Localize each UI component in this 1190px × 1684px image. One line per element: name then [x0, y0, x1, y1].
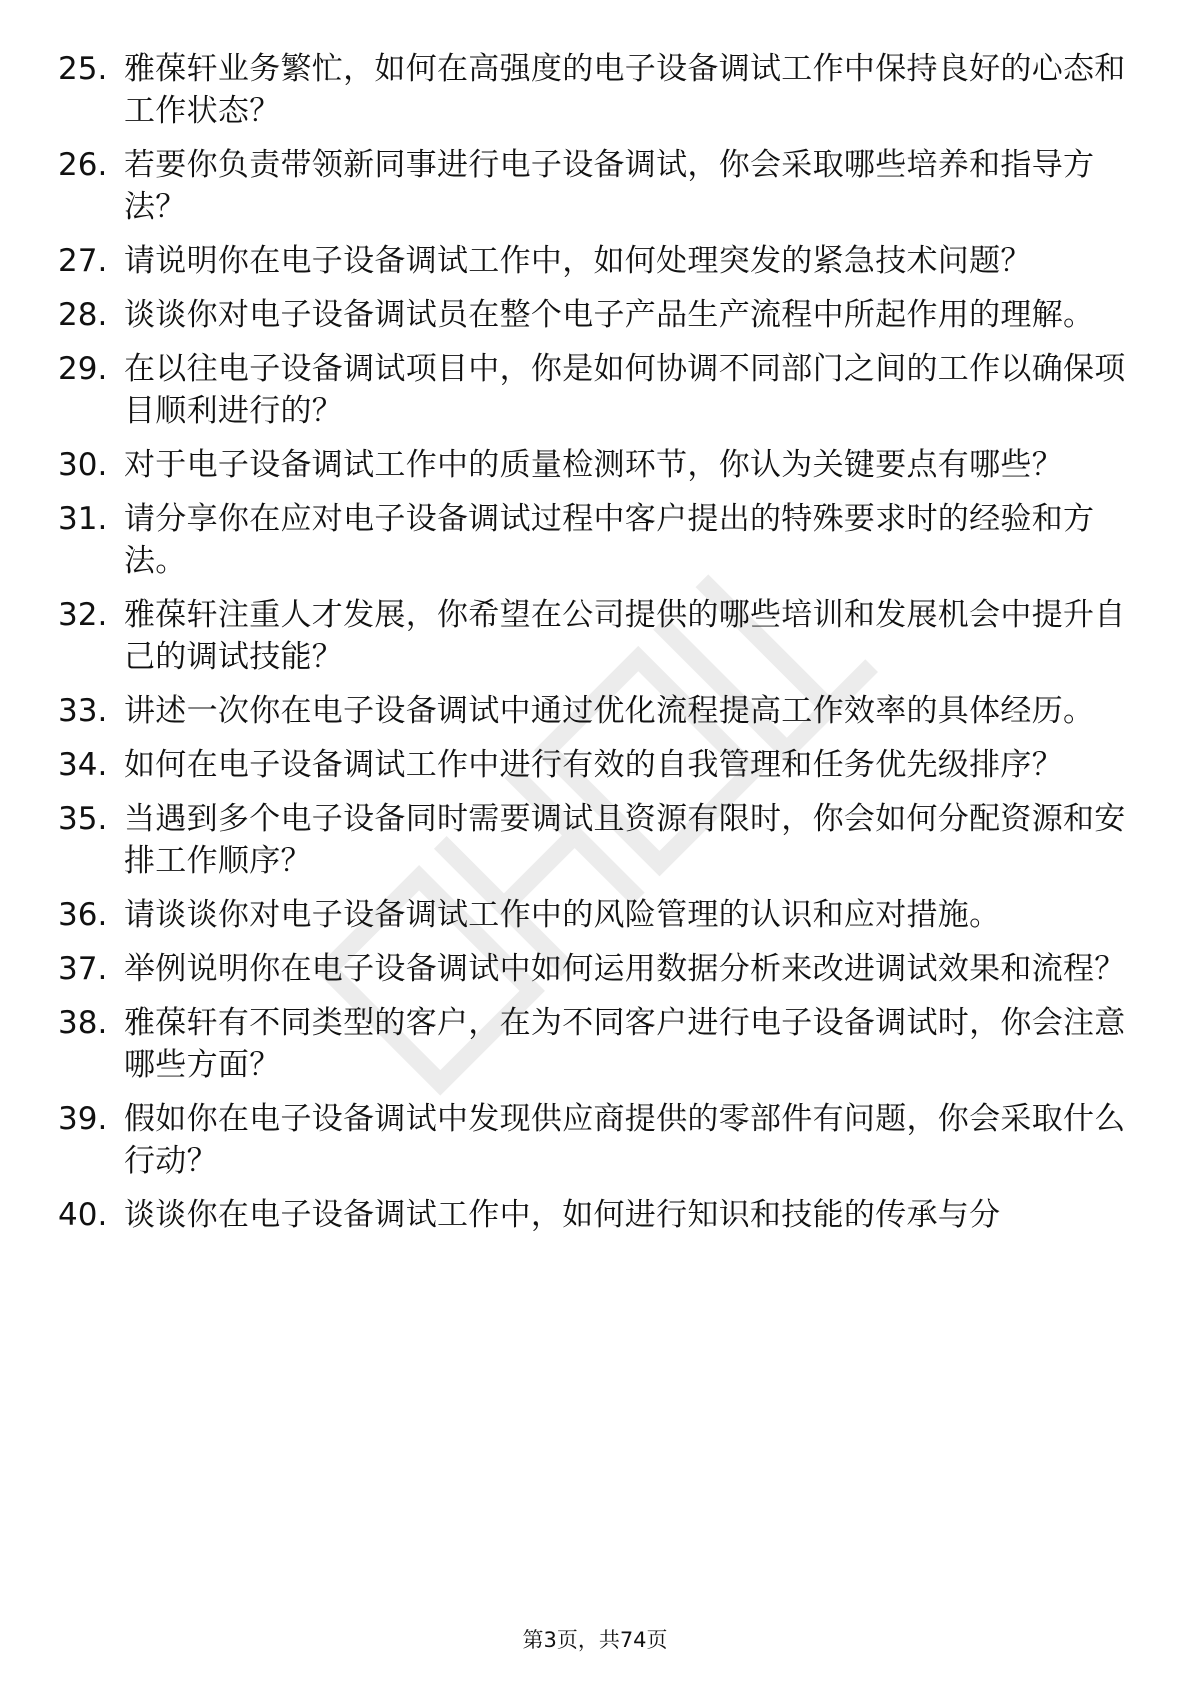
list-item — [58, 690, 1128, 732]
question-text: 在以往电子设备调试项目中，你是如何协调不同部门之间的工作以确保项目顺利进行的？ — [124, 351, 1126, 429]
question-number: 26. — [58, 147, 108, 183]
list-item — [58, 1098, 1128, 1182]
question-text: 当遇到多个电子设备同时需要调试且资源有限时，你会如何分配资源和安排工作顺序？ — [124, 801, 1126, 879]
question-number: 32. — [58, 597, 108, 633]
question-text: 谈谈你对电子设备调试员在整个电子产品生产流程中所起作用的理解。 — [124, 297, 1095, 333]
question-text: 若要你负责带领新同事进行电子设备调试，你会采取哪些培养和指导方法？ — [124, 147, 1095, 225]
question-number: 33. — [58, 693, 108, 729]
question-number: 27. — [58, 243, 108, 279]
list-item — [58, 144, 1128, 228]
list-item — [58, 294, 1128, 336]
question-text: 雅葆轩业务繁忙，如何在高强度的电子设备调试工作中保持良好的心态和工作状态？ — [124, 51, 1126, 129]
question-list — [58, 48, 1128, 1248]
question-number: 40. — [58, 1197, 108, 1233]
question-number: 31. — [58, 501, 108, 537]
list-item — [58, 1002, 1128, 1086]
page-number-label: 第3页，共74页 — [522, 1628, 668, 1652]
question-text: 假如你在电子设备调试中发现供应商提供的零部件有问题，你会采取什么行动？ — [124, 1101, 1126, 1179]
question-text: 如何在电子设备调试工作中进行有效的自我管理和任务优先级排序？ — [124, 747, 1063, 783]
question-text: 雅葆轩有不同类型的客户，在为不同客户进行电子设备调试时，你会注意哪些方面？ — [124, 1005, 1126, 1083]
question-number: 36. — [58, 897, 108, 933]
question-text: 谈谈你在电子设备调试工作中，如何进行知识和技能的传承与分 — [124, 1197, 1001, 1233]
list-item — [58, 498, 1128, 582]
list-item — [58, 240, 1128, 282]
question-number: 34. — [58, 747, 108, 783]
list-item — [58, 744, 1128, 786]
list-item — [58, 348, 1128, 432]
list-item — [58, 48, 1128, 132]
list-item — [58, 444, 1128, 486]
list-item — [58, 948, 1128, 990]
question-text: 雅葆轩注重人才发展，你希望在公司提供的哪些培训和发展机会中提升自己的调试技能？ — [124, 597, 1126, 675]
question-text: 举例说明你在电子设备调试中如何运用数据分析来改进调试效果和流程？ — [124, 951, 1126, 987]
question-text: 请说明你在电子设备调试工作中，如何处理突发的紧急技术问题？ — [124, 243, 1032, 279]
question-text: 对于电子设备调试工作中的质量检测环节，你认为关键要点有哪些？ — [124, 447, 1063, 483]
page-footer — [0, 1626, 1190, 1654]
question-number: 38. — [58, 1005, 108, 1041]
list-item — [58, 1194, 1128, 1236]
list-item — [58, 594, 1128, 678]
question-number: 35. — [58, 801, 108, 837]
question-number: 39. — [58, 1101, 108, 1137]
list-item — [58, 894, 1128, 936]
question-text: 请分享你在应对电子设备调试过程中客户提出的特殊要求时的经验和方法。 — [124, 501, 1095, 579]
question-text: 请谈谈你对电子设备调试工作中的风险管理的认识和应对措施。 — [124, 897, 1001, 933]
question-number: 29. — [58, 351, 108, 387]
question-number: 28. — [58, 297, 108, 333]
question-number: 25. — [58, 51, 108, 87]
question-text: 讲述一次你在电子设备调试中通过优化流程提高工作效率的具体经历。 — [124, 693, 1095, 729]
question-number: 37. — [58, 951, 108, 987]
list-item — [58, 798, 1128, 882]
question-number: 30. — [58, 447, 108, 483]
